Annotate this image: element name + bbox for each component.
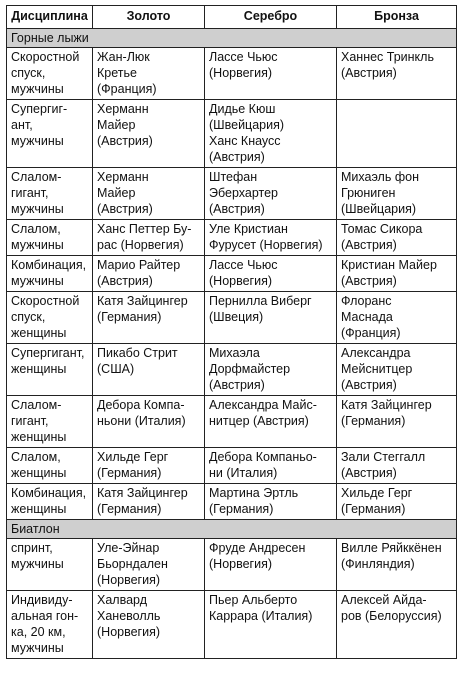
discipline-cell-text: Слалом- гигант, женщины	[11, 398, 67, 444]
bronze-cell	[337, 448, 457, 484]
gold-cell	[93, 448, 205, 484]
section-title: Горные лыжи	[7, 29, 457, 48]
discipline-cell	[7, 48, 93, 100]
bronze-cell-text: Вилле Ряйккёнен (Финляндия)	[341, 541, 442, 571]
header-discipline: Дисциплина	[7, 6, 93, 29]
bronze-cell-text: Томас Сикора (Австрия)	[341, 222, 423, 252]
bronze-cell	[337, 168, 457, 220]
bronze-cell	[337, 48, 457, 100]
gold-cell	[93, 292, 205, 344]
section-row	[7, 29, 457, 48]
discipline-cell-text: Скоростной спуск, мужчины	[11, 50, 80, 96]
silver-cell	[205, 220, 337, 256]
discipline-cell-text: Супергиг- ант, мужчины	[11, 102, 68, 148]
silver-cell-text: Мартина Эртль (Германия)	[209, 486, 299, 516]
silver-cell	[205, 168, 337, 220]
table-row	[7, 448, 457, 484]
bronze-cell	[337, 220, 457, 256]
silver-cell	[205, 48, 337, 100]
silver-cell-text: Лассе Чьюс (Норвегия)	[209, 50, 278, 80]
silver-cell	[205, 539, 337, 591]
silver-cell-text: Александра Майс- нитцер (Австрия)	[209, 398, 317, 428]
silver-cell-text: Пернилла Виберг (Швеция)	[209, 294, 312, 324]
discipline-cell-text: Супергигант, женщины	[11, 346, 85, 376]
silver-cell	[205, 344, 337, 396]
silver-cell	[205, 484, 337, 520]
discipline-cell	[7, 484, 93, 520]
bronze-cell	[337, 256, 457, 292]
gold-cell-text: Херманн Майер (Австрия)	[97, 102, 153, 148]
discipline-cell	[7, 591, 93, 659]
gold-cell-text: Хильде Герг (Германия)	[97, 450, 169, 480]
discipline-cell-text: Комбинация, женщины	[11, 486, 87, 516]
table-row	[7, 220, 457, 256]
gold-cell-text: Уле-Эйнар Бьорндален (Норвегия)	[97, 541, 168, 587]
silver-cell	[205, 396, 337, 448]
discipline-cell	[7, 292, 93, 344]
bronze-cell	[337, 484, 457, 520]
silver-cell-text: Уле Кристиан Фурусет (Норвегия)	[209, 222, 323, 252]
bronze-cell-text: Александра Мейснитцер (Австрия)	[341, 346, 413, 392]
silver-cell-text: Фруде Андресен (Норвегия)	[209, 541, 306, 571]
bronze-cell	[337, 344, 457, 396]
silver-cell-text: Дидье Кюш (Швейцария) Ханс Кнаусс (Австрия)	[209, 102, 285, 164]
silver-cell	[205, 448, 337, 484]
discipline-cell	[7, 168, 93, 220]
discipline-cell	[7, 100, 93, 168]
gold-cell-text: Халвард Ханеволль (Норвегия)	[97, 593, 161, 639]
gold-cell-text: Пикабо Стрит (США)	[97, 346, 178, 376]
discipline-cell-text: спринт, мужчины	[11, 541, 64, 571]
bronze-cell-text: Катя Зайцингер (Германия)	[341, 398, 432, 428]
gold-cell-text: Катя Зайцингер (Германия)	[97, 294, 188, 324]
silver-cell-text: Михаэла Дорфмайстер (Австрия)	[209, 346, 291, 392]
silver-cell	[205, 256, 337, 292]
gold-cell-text: Дебора Компа- ньони (Италия)	[97, 398, 186, 428]
table-row	[7, 100, 457, 168]
silver-cell	[205, 591, 337, 659]
gold-cell-text: Катя Зайцингер (Германия)	[97, 486, 188, 516]
bronze-cell	[337, 591, 457, 659]
gold-cell	[93, 344, 205, 396]
gold-cell-text: Марио Райтер (Австрия)	[97, 258, 181, 288]
table-row	[7, 396, 457, 448]
discipline-cell	[7, 220, 93, 256]
section-title: Биатлон	[7, 520, 457, 539]
discipline-cell-text: Скоростной спуск, женщины	[11, 294, 80, 340]
gold-cell	[93, 484, 205, 520]
silver-cell	[205, 100, 337, 168]
table-row	[7, 168, 457, 220]
bronze-cell-text: Михаэль фон Грюниген (Швейцария)	[341, 170, 419, 216]
silver-cell-text: Лассе Чьюс (Норвегия)	[209, 258, 278, 288]
gold-cell-text: Херманн Майер (Австрия)	[97, 170, 153, 216]
discipline-cell	[7, 396, 93, 448]
silver-cell-text: Пьер Альберто Каррара (Италия)	[209, 593, 313, 623]
discipline-cell	[7, 256, 93, 292]
discipline-cell-text: Комбинация, мужчины	[11, 258, 87, 288]
bronze-cell	[337, 539, 457, 591]
table-row	[7, 484, 457, 520]
section-row	[7, 520, 457, 539]
discipline-cell	[7, 448, 93, 484]
bronze-cell-text: Ханнес Тринкль (Австрия)	[341, 50, 434, 80]
bronze-cell-text: Алексей Айда- ров (Белоруссия)	[341, 593, 442, 623]
bronze-cell-text: Зали Стеггалл (Австрия)	[341, 450, 426, 480]
discipline-cell	[7, 344, 93, 396]
bronze-cell-text: Флоранс Маснада (Франция)	[341, 294, 401, 340]
gold-cell	[93, 396, 205, 448]
discipline-cell-text: Слалом- гигант, мужчины	[11, 170, 64, 216]
discipline-cell-text: Слалом, женщины	[11, 450, 67, 480]
gold-cell	[93, 220, 205, 256]
bronze-cell	[337, 396, 457, 448]
gold-cell	[93, 256, 205, 292]
table-body	[7, 29, 457, 659]
table-row	[7, 344, 457, 396]
gold-cell-text: Жан-Люк Кретье (Франция)	[97, 50, 157, 96]
discipline-cell-text: Индивиду- альная гон- ка, 20 км, мужчины	[11, 593, 79, 655]
gold-cell-text: Ханс Петтер Бу- рас (Норвегия)	[97, 222, 192, 252]
silver-cell-text: Дебора Компаньо- ни (Италия)	[209, 450, 317, 480]
table-row	[7, 591, 457, 659]
table-row	[7, 48, 457, 100]
gold-cell	[93, 48, 205, 100]
header-gold: Золото	[93, 6, 205, 29]
header-silver: Серебро	[205, 6, 337, 29]
discipline-cell-text: Слалом, мужчины	[11, 222, 64, 252]
bronze-cell-text: Хильде Герг (Германия)	[341, 486, 413, 516]
silver-cell-text: Штефан Эберхартер (Австрия)	[209, 170, 278, 216]
gold-cell	[93, 591, 205, 659]
header-row	[7, 6, 457, 29]
silver-cell	[205, 292, 337, 344]
gold-cell	[93, 100, 205, 168]
gold-cell	[93, 168, 205, 220]
bronze-cell	[337, 100, 457, 168]
table-row	[7, 539, 457, 591]
table-row	[7, 292, 457, 344]
discipline-cell	[7, 539, 93, 591]
header-bronze: Бронза	[337, 6, 457, 29]
bronze-cell-text: Кристиан Майер (Австрия)	[341, 258, 437, 288]
results-table	[6, 5, 457, 659]
table-row	[7, 256, 457, 292]
bronze-cell	[337, 292, 457, 344]
gold-cell	[93, 539, 205, 591]
